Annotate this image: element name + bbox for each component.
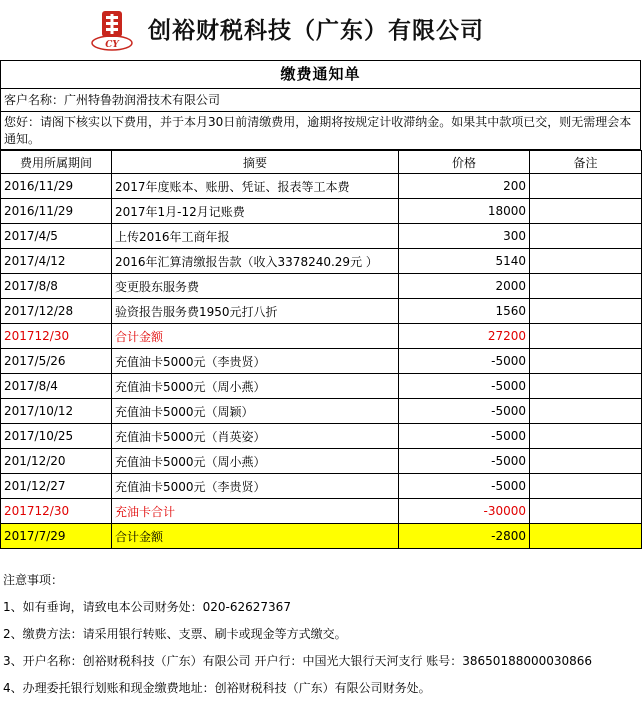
table-row	[1, 199, 642, 224]
cell-price: -5000	[399, 349, 530, 374]
cell-description: 充值油卡5000元（周小燕）	[112, 449, 399, 474]
cell-price: -5000	[399, 399, 530, 424]
logo-lettering: CY	[105, 40, 119, 50]
cell-remark	[530, 499, 642, 524]
cell-price: -5000	[399, 424, 530, 449]
table-row	[1, 224, 642, 249]
cell-remark	[530, 424, 642, 449]
table-row	[1, 474, 642, 499]
cell-period: 201712/30	[1, 499, 112, 524]
cell-description: 2017年度账本、账册、凭证、报表等工本费	[112, 174, 399, 199]
cell-period: 2017/7/29	[1, 524, 112, 549]
cell-description: 变更股东服务费	[112, 274, 399, 299]
cell-description: 充值油卡5000元（周颖）	[112, 399, 399, 424]
cell-price: -2800	[399, 524, 530, 549]
cell-price: 1560	[399, 299, 530, 324]
notice-title: 缴费通知单	[0, 61, 641, 89]
cell-period: 2016/11/29	[1, 174, 112, 199]
cell-description: 2017年1月-12月记账费	[112, 199, 399, 224]
notes-section	[3, 570, 639, 705]
cell-period: 201712/30	[1, 324, 112, 349]
cell-price: 18000	[399, 199, 530, 224]
cell-price: 5140	[399, 249, 530, 274]
table-row	[1, 449, 642, 474]
grand-total-row	[1, 524, 642, 549]
notice-text: 您好：请阁下核实以下费用，并于本月30日前清缴费用，逾期将按规定计收滞纳金。如果其中款项已交，则无需理会本通知。	[0, 112, 641, 150]
cell-period: 201/12/20	[1, 449, 112, 474]
cell-remark	[530, 474, 642, 499]
cell-period: 2017/8/4	[1, 374, 112, 399]
table-row	[1, 274, 642, 299]
cell-remark	[530, 249, 642, 274]
cell-description: 合计金额	[112, 324, 399, 349]
cell-remark	[530, 399, 642, 424]
subtotal-row	[1, 499, 642, 524]
cell-price: -5000	[399, 374, 530, 399]
cell-description: 充油卡合计	[112, 499, 399, 524]
cell-description: 合计金额	[112, 524, 399, 549]
cell-period: 201/12/27	[1, 474, 112, 499]
table-row	[1, 299, 642, 324]
notes-heading: 注意事项：	[3, 573, 64, 587]
cell-price: 27200	[399, 324, 530, 349]
subtotal-row	[1, 324, 642, 349]
client-name: 客户名称：广州特鲁勃润滑技术有限公司	[0, 89, 641, 112]
cell-remark	[530, 324, 642, 349]
cell-period: 2017/10/25	[1, 424, 112, 449]
note-payment-address: 4、办理委托银行划账和现金缴费地址：创裕财税科技（广东）有限公司财务处。	[3, 681, 431, 695]
table-row	[1, 374, 642, 399]
table-row	[1, 249, 642, 274]
cell-remark	[530, 224, 642, 249]
cell-description: 上传2016年工商年报	[112, 224, 399, 249]
document-header	[0, 0, 643, 62]
cell-period: 2017/10/12	[1, 399, 112, 424]
header-price: 价格	[399, 151, 530, 174]
cell-remark	[530, 524, 642, 549]
table-row	[1, 424, 642, 449]
note-contact: 1、如有垂询，请致电本公司财务处：020-62627367	[3, 600, 291, 614]
note-bank-account: 3、开户名称：创裕财税科技（广东）有限公司 开户行：中国光大银行天河支行 账号：38650188000030866	[3, 654, 593, 668]
cell-period: 2017/8/8	[1, 274, 112, 299]
table-row	[1, 399, 642, 424]
cell-remark	[530, 299, 642, 324]
table-header-row	[1, 151, 642, 174]
cell-description: 充值油卡5000元（周小燕）	[112, 374, 399, 399]
header-description: 摘要	[112, 151, 399, 174]
cell-remark	[530, 374, 642, 399]
fee-notice-sheet	[0, 60, 641, 549]
cell-description: 充值油卡5000元（肖英姿）	[112, 424, 399, 449]
table-row	[1, 349, 642, 374]
cell-description: 验资报告服务费1950元打八折	[112, 299, 399, 324]
cell-price: 300	[399, 224, 530, 249]
cell-description: 充值油卡5000元（李贵贤）	[112, 474, 399, 499]
cell-remark	[530, 174, 642, 199]
fee-table-body	[1, 174, 642, 549]
header-remark: 备注	[530, 151, 642, 174]
cell-remark	[530, 274, 642, 299]
table-row	[1, 174, 642, 199]
cell-description: 2016年汇算清缴报告款（收入3378240.29元 ）	[112, 249, 399, 274]
header-period: 费用所属期间	[1, 151, 112, 174]
cell-price: -5000	[399, 449, 530, 474]
cell-period: 2017/12/28	[1, 299, 112, 324]
company-logo-icon	[88, 8, 136, 54]
cell-period: 2016/11/29	[1, 199, 112, 224]
cell-period: 2017/5/26	[1, 349, 112, 374]
cell-remark	[530, 449, 642, 474]
note-payment-method: 2、缴费方法：请采用银行转账、支票、刷卡或现金等方式缴交。	[3, 627, 347, 641]
cell-price: 2000	[399, 274, 530, 299]
fee-table	[0, 150, 642, 549]
cell-price: -30000	[399, 499, 530, 524]
cell-period: 2017/4/5	[1, 224, 112, 249]
company-name: 创裕财税科技（广东）有限公司	[148, 17, 484, 44]
cell-period: 2017/4/12	[1, 249, 112, 274]
cell-remark	[530, 199, 642, 224]
cell-remark	[530, 349, 642, 374]
cell-price: 200	[399, 174, 530, 199]
cell-description: 充值油卡5000元（李贵贤）	[112, 349, 399, 374]
cell-price: -5000	[399, 474, 530, 499]
